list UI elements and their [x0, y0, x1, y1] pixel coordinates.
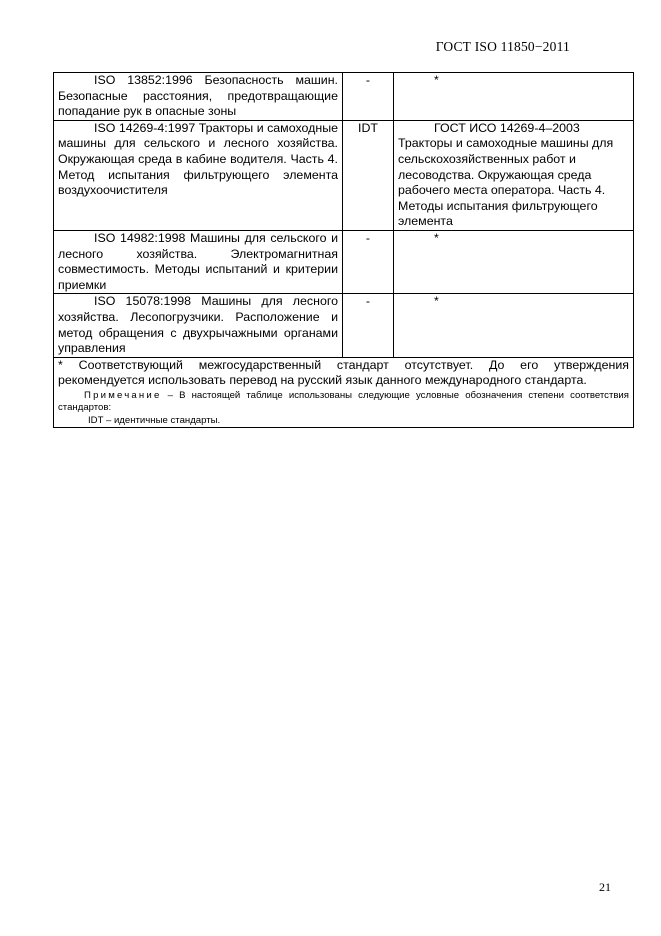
table-row	[54, 73, 634, 121]
table-row	[54, 230, 634, 293]
correspondence-degree-cell: -	[343, 294, 394, 357]
national-standard-cell: *	[394, 294, 634, 357]
note-label: Примечание	[84, 390, 162, 402]
correspondence-degree-cell: -	[343, 230, 394, 293]
table-footer-row	[54, 357, 634, 427]
international-standard-cell: ISO 15078:1998 Машины для лесного хозяйства. Лесопогрузчики. Расположение и метод обращения с двухрычажными органами управления	[54, 294, 343, 357]
table-row	[54, 120, 634, 230]
table-row	[54, 294, 634, 357]
page-number: 21	[599, 880, 611, 894]
idt-definition: IDT – идентичные стандарты.	[88, 414, 221, 426]
footnote: * Соответствующий межгосударственный стандарт отсутствует. До его утверждения рекомендуется использовать перевод на русский язык данного международного стандарта.	[58, 357, 629, 387]
table-footer	[54, 357, 634, 427]
correspondence-degree-cell: -	[343, 73, 394, 121]
note-text: – В настоящей таблице использованы следующие условные обозначения степени соответствия стандартов:	[58, 390, 629, 414]
international-standard-cell: ISO 14269-4:1997 Тракторы и самоходные машины для сельского и лесного хозяйства. Окружающая среда в кабине водителя. Часть 4. Метод испытания фильтрующего элемента воздухоочистителя	[54, 120, 343, 230]
national-standard-cell: ГОСТ ИСО 14269-4–2003 Тракторы и самоходные машины для сельскохозяйственных работ и лесоводства. Окружающая среда рабочего места оператора. Часть 4. Методы испытания фильтрующего элемента	[394, 120, 634, 230]
international-standard-cell: ISO 13852:1996 Безопасность машин. Безопасные расстояния, предотвращающие попадание рук в опасные зоны	[54, 73, 343, 121]
national-standard-cell: *	[394, 230, 634, 293]
standards-correspondence-table	[53, 72, 634, 428]
note	[58, 390, 629, 414]
document-code-header: ГОСТ ISO 11850−2011	[435, 39, 570, 54]
national-standard-cell: *	[394, 73, 634, 121]
correspondence-degree-cell: IDT	[343, 120, 394, 230]
international-standard-cell: ISO 14982:1998 Машины для сельского и лесного хозяйства. Электромагнитная совместимость. Методы испытаний и критерии приемки	[54, 230, 343, 293]
